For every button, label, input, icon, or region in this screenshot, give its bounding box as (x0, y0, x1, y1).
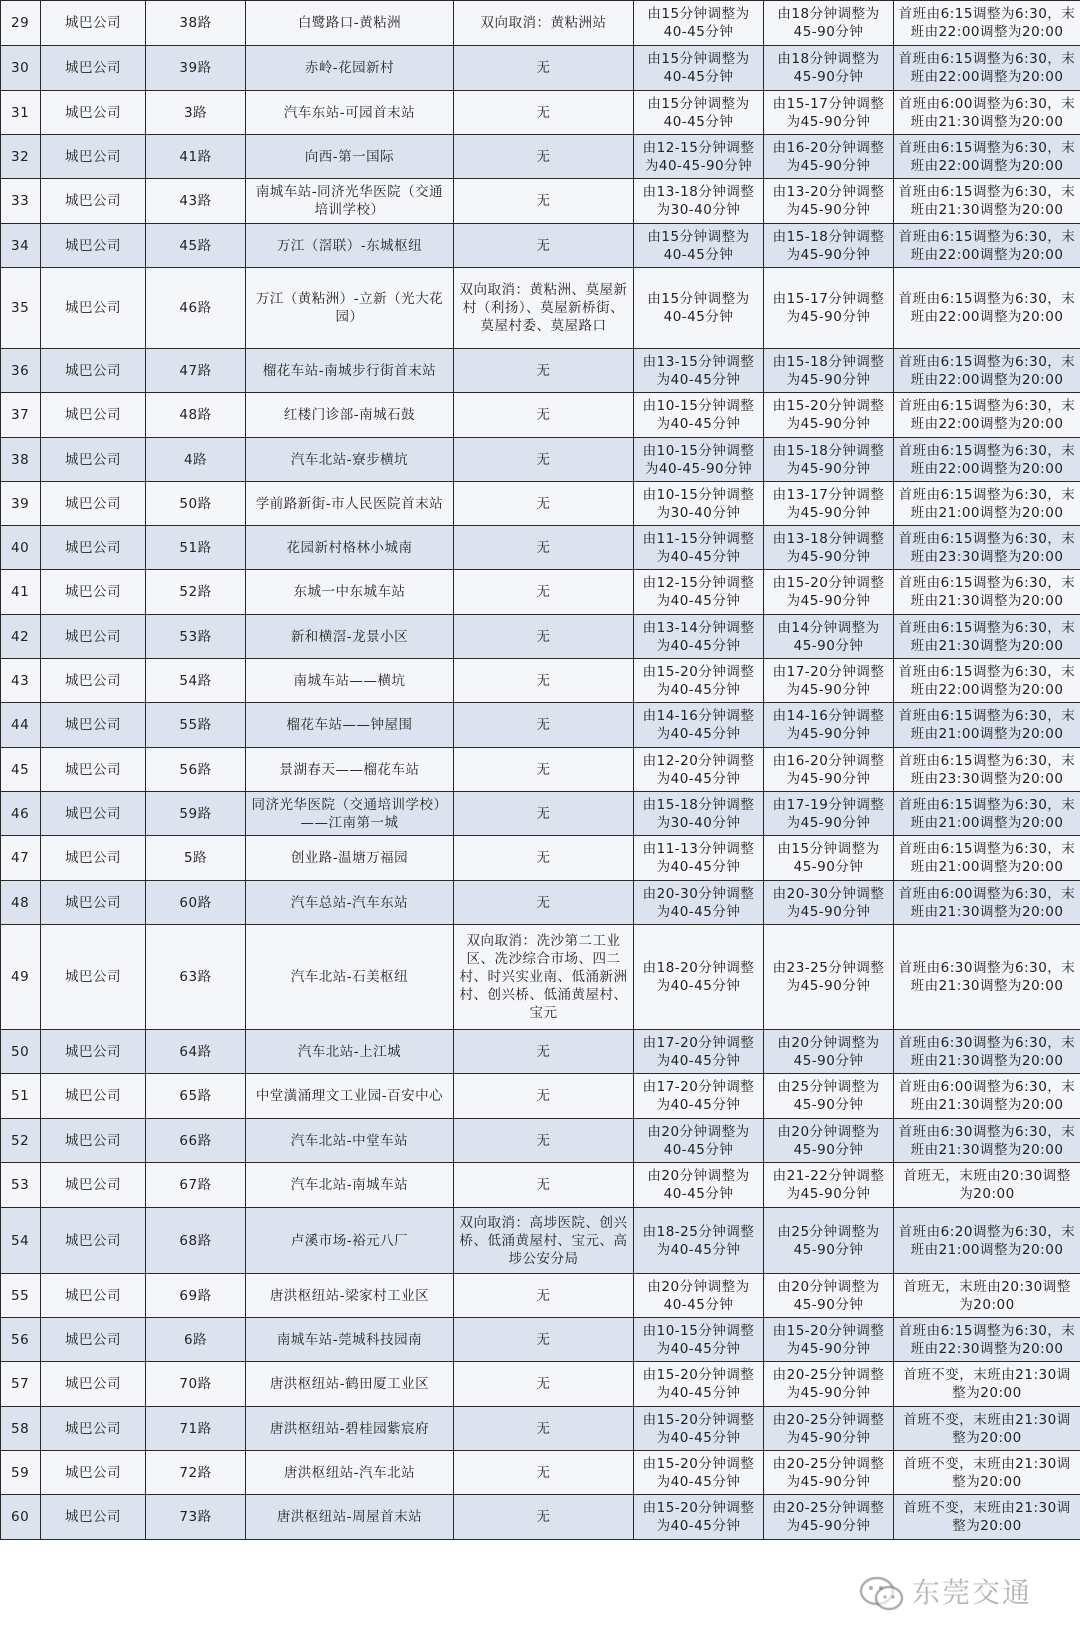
cell-route: 5路 (146, 836, 246, 881)
cell-company: 城巴公司 (41, 349, 146, 393)
table-row (1, 526, 1080, 570)
cell-number: 52 (1, 1119, 41, 1163)
cell-line: 汽车北站-上江城 (246, 1030, 454, 1074)
table-row (1, 438, 1080, 482)
cell-number: 46 (1, 792, 41, 836)
cell-number: 51 (1, 1074, 41, 1119)
table-row (1, 1119, 1080, 1163)
cell-number: 38 (1, 438, 41, 482)
cell-line: 学前路新街-市人民医院首末站 (246, 482, 454, 526)
cell-offpeak-interval: 由18分钟调整为45-90分钟 (764, 46, 894, 91)
cell-first-last-bus: 首班由6:15调整为6:30，末班由22:00调整为20:00 (894, 349, 1080, 393)
watermark-text: 东莞交通 (912, 1576, 1033, 1609)
table-row (1, 1362, 1080, 1407)
cell-peak-interval: 由15分钟调整为40-45分钟 (634, 91, 764, 135)
wechat-icon (858, 1575, 906, 1613)
cell-company: 城巴公司 (41, 1074, 146, 1119)
table-row (1, 1274, 1080, 1318)
cell-company: 城巴公司 (41, 526, 146, 570)
cell-offpeak-interval: 由15-18分钟调整为45-90分钟 (764, 224, 894, 268)
cell-peak-interval: 由10-15分钟调整为40-45-90分钟 (634, 438, 764, 482)
cell-peak-interval: 由12-20分钟调整为40-45分钟 (634, 748, 764, 792)
cell-peak-interval: 由11-15分钟调整为40-45分钟 (634, 526, 764, 570)
cell-offpeak-interval: 由15-20分钟调整为45-90分钟 (764, 570, 894, 615)
table-row (1, 46, 1080, 91)
cell-peak-interval: 由15-18分钟调整为30-40分钟 (634, 792, 764, 836)
cell-number: 44 (1, 703, 41, 748)
cell-offpeak-interval: 由20-25分钟调整为45-90分钟 (764, 1407, 894, 1451)
cell-offpeak-interval: 由20-25分钟调整为45-90分钟 (764, 1362, 894, 1407)
cell-peak-interval: 由15分钟调整为40-45分钟 (634, 1, 764, 46)
cell-route: 59路 (146, 792, 246, 836)
cell-number: 37 (1, 393, 41, 438)
table-row (1, 268, 1080, 349)
cell-route: 60路 (146, 881, 246, 925)
cell-line: 唐洪枢纽站-汽车北站 (246, 1451, 454, 1495)
table-row (1, 1074, 1080, 1119)
cell-offpeak-interval: 由17-19分钟调整为45-90分钟 (764, 792, 894, 836)
cell-route: 54路 (146, 659, 246, 703)
cell-cancelled-stops: 无 (454, 135, 634, 179)
table-row (1, 1030, 1080, 1074)
cell-number: 54 (1, 1208, 41, 1274)
cell-company: 城巴公司 (41, 748, 146, 792)
cell-number: 41 (1, 570, 41, 615)
cell-company: 城巴公司 (41, 1, 146, 46)
cell-line: 榴花车站——钟屋围 (246, 703, 454, 748)
cell-cancelled-stops: 无 (454, 792, 634, 836)
cell-line: 东城一中东城车站 (246, 570, 454, 615)
cell-peak-interval: 由10-15分钟调整为40-45分钟 (634, 393, 764, 438)
cell-peak-interval: 由14-16分钟调整为40-45分钟 (634, 703, 764, 748)
cell-first-last-bus: 首班由6:15调整为6:30，末班由21:00调整为20:00 (894, 836, 1080, 881)
cell-company: 城巴公司 (41, 91, 146, 135)
cell-first-last-bus: 首班由6:00调整为6:30，末班由21:30调整为20:00 (894, 91, 1080, 135)
cell-peak-interval: 由15-20分钟调整为40-45分钟 (634, 1495, 764, 1540)
cell-number: 57 (1, 1362, 41, 1407)
cell-number: 60 (1, 1495, 41, 1540)
cell-line: 汽车北站-中堂车站 (246, 1119, 454, 1163)
cell-line: 同济光华医院（交通培训学校）——江南第一城 (246, 792, 454, 836)
cell-peak-interval: 由17-20分钟调整为40-45分钟 (634, 1074, 764, 1119)
cell-line: 南城车站——横坑 (246, 659, 454, 703)
cell-number: 58 (1, 1407, 41, 1451)
cell-route: 66路 (146, 1119, 246, 1163)
cell-number: 59 (1, 1451, 41, 1495)
cell-line: 红楼门诊部-南城石鼓 (246, 393, 454, 438)
cell-line: 景湖春天——榴花车站 (246, 748, 454, 792)
cell-line: 花园新村格林小城南 (246, 526, 454, 570)
cell-company: 城巴公司 (41, 1451, 146, 1495)
cell-cancelled-stops: 无 (454, 1163, 634, 1208)
table-row (1, 792, 1080, 836)
table-row (1, 881, 1080, 925)
table-body (1, 1, 1080, 1540)
cell-line: 赤岭-花园新村 (246, 46, 454, 91)
table-row (1, 1163, 1080, 1208)
cell-route: 63路 (146, 925, 246, 1030)
table-row (1, 659, 1080, 703)
cell-company: 城巴公司 (41, 1030, 146, 1074)
cell-peak-interval: 由15-20分钟调整为40-45分钟 (634, 1362, 764, 1407)
cell-company: 城巴公司 (41, 179, 146, 224)
cell-peak-interval: 由13-14分钟调整为40-45分钟 (634, 615, 764, 659)
cell-route: 46路 (146, 268, 246, 349)
cell-company: 城巴公司 (41, 659, 146, 703)
cell-line: 唐洪枢纽站-碧桂园紫宸府 (246, 1407, 454, 1451)
cell-number: 55 (1, 1274, 41, 1318)
cell-cancelled-stops: 无 (454, 836, 634, 881)
cell-company: 城巴公司 (41, 1274, 146, 1318)
cell-first-last-bus: 首班由6:15调整为6:30，末班由21:00调整为20:00 (894, 792, 1080, 836)
cell-number: 42 (1, 615, 41, 659)
cell-offpeak-interval: 由15-20分钟调整为45-90分钟 (764, 393, 894, 438)
cell-line: 唐洪枢纽站-梁家村工业区 (246, 1274, 454, 1318)
table-row (1, 1318, 1080, 1362)
cell-company: 城巴公司 (41, 1362, 146, 1407)
cell-peak-interval: 由15分钟调整为40-45分钟 (634, 46, 764, 91)
table-row (1, 1, 1080, 46)
table-row (1, 1208, 1080, 1274)
cell-cancelled-stops: 无 (454, 1030, 634, 1074)
cell-offpeak-interval: 由15-17分钟调整为45-90分钟 (764, 268, 894, 349)
cell-cancelled-stops: 无 (454, 1451, 634, 1495)
cell-company: 城巴公司 (41, 1163, 146, 1208)
cell-number: 39 (1, 482, 41, 526)
cell-number: 34 (1, 224, 41, 268)
cell-cancelled-stops: 无 (454, 91, 634, 135)
cell-cancelled-stops: 无 (454, 1274, 634, 1318)
cell-peak-interval: 由10-15分钟调整为30-40分钟 (634, 482, 764, 526)
cell-cancelled-stops: 双向取消：黄粘洲站 (454, 1, 634, 46)
cell-route: 39路 (146, 46, 246, 91)
cell-first-last-bus: 首班由6:15调整为6:30，末班由21:30调整为20:00 (894, 179, 1080, 224)
cell-route: 48路 (146, 393, 246, 438)
cell-peak-interval: 由20分钟调整为40-45分钟 (634, 1119, 764, 1163)
cell-company: 城巴公司 (41, 1495, 146, 1540)
cell-cancelled-stops: 无 (454, 482, 634, 526)
cell-company: 城巴公司 (41, 1318, 146, 1362)
cell-route: 73路 (146, 1495, 246, 1540)
cell-company: 城巴公司 (41, 1407, 146, 1451)
cell-first-last-bus: 首班由6:15调整为6:30，末班由22:00调整为20:00 (894, 393, 1080, 438)
cell-cancelled-stops: 无 (454, 1407, 634, 1451)
cell-cancelled-stops: 无 (454, 748, 634, 792)
cell-cancelled-stops: 无 (454, 659, 634, 703)
cell-offpeak-interval: 由21-22分钟调整为45-90分钟 (764, 1163, 894, 1208)
cell-line: 万江（黄粘洲）-立新（光大花园） (246, 268, 454, 349)
cell-number: 29 (1, 1, 41, 46)
cell-line: 卢溪市场-裕元八厂 (246, 1208, 454, 1274)
cell-company: 城巴公司 (41, 1119, 146, 1163)
cell-first-last-bus: 首班由6:15调整为6:30，末班由21:30调整为20:00 (894, 615, 1080, 659)
cell-number: 32 (1, 135, 41, 179)
cell-offpeak-interval: 由15分钟调整为45-90分钟 (764, 836, 894, 881)
cell-route: 47路 (146, 349, 246, 393)
cell-line: 汽车总站-汽车东站 (246, 881, 454, 925)
cell-cancelled-stops: 无 (454, 1362, 634, 1407)
cell-number: 40 (1, 526, 41, 570)
cell-cancelled-stops: 无 (454, 881, 634, 925)
cell-offpeak-interval: 由20-25分钟调整为45-90分钟 (764, 1495, 894, 1540)
cell-peak-interval: 由11-13分钟调整为40-45分钟 (634, 836, 764, 881)
cell-first-last-bus: 首班由6:15调整为6:30，末班由21:00调整为20:00 (894, 703, 1080, 748)
cell-route: 67路 (146, 1163, 246, 1208)
cell-company: 城巴公司 (41, 224, 146, 268)
cell-peak-interval: 由13-18分钟调整为30-40分钟 (634, 179, 764, 224)
table-row (1, 925, 1080, 1030)
cell-peak-interval: 由20分钟调整为40-45分钟 (634, 1274, 764, 1318)
cell-first-last-bus: 首班不变，末班由21:30调整为20:00 (894, 1451, 1080, 1495)
cell-offpeak-interval: 由20分钟调整为45-90分钟 (764, 1030, 894, 1074)
cell-peak-interval: 由15-20分钟调整为40-45分钟 (634, 659, 764, 703)
cell-first-last-bus: 首班由6:15调整为6:30，末班由22:00调整为20:00 (894, 135, 1080, 179)
cell-offpeak-interval: 由23-25分钟调整为45-90分钟 (764, 925, 894, 1030)
cell-company: 城巴公司 (41, 570, 146, 615)
cell-offpeak-interval: 由17-20分钟调整为45-90分钟 (764, 659, 894, 703)
cell-route: 43路 (146, 179, 246, 224)
cell-peak-interval: 由20-30分钟调整为40-45分钟 (634, 881, 764, 925)
cell-peak-interval: 由18-20分钟调整为40-45分钟 (634, 925, 764, 1030)
cell-cancelled-stops: 双向取消：高埗医院、创兴桥、低涌黄屋村、宝元、高埗公安分局 (454, 1208, 634, 1274)
cell-line: 唐洪枢纽站-周屋首末站 (246, 1495, 454, 1540)
cell-route: 65路 (146, 1074, 246, 1119)
cell-offpeak-interval: 由13-20分钟调整为45-90分钟 (764, 179, 894, 224)
cell-cancelled-stops: 无 (454, 570, 634, 615)
cell-line: 创业路-温塘万福园 (246, 836, 454, 881)
cell-number: 43 (1, 659, 41, 703)
cell-first-last-bus: 首班不变，末班由21:30调整为20:00 (894, 1407, 1080, 1451)
table-row (1, 1451, 1080, 1495)
cell-number: 31 (1, 91, 41, 135)
cell-route: 38路 (146, 1, 246, 46)
table-row (1, 570, 1080, 615)
cell-first-last-bus: 首班由6:00调整为6:30，末班由21:30调整为20:00 (894, 1074, 1080, 1119)
cell-cancelled-stops: 无 (454, 526, 634, 570)
cell-peak-interval: 由15-20分钟调整为40-45分钟 (634, 1407, 764, 1451)
cell-line: 汽车北站-南城车站 (246, 1163, 454, 1208)
cell-peak-interval: 由13-15分钟调整为40-45分钟 (634, 349, 764, 393)
cell-peak-interval: 由12-15分钟调整为40-45-90分钟 (634, 135, 764, 179)
cell-company: 城巴公司 (41, 836, 146, 881)
cell-first-last-bus: 首班由6:15调整为6:30，末班由22:00调整为20:00 (894, 268, 1080, 349)
cell-route: 45路 (146, 224, 246, 268)
cell-route: 69路 (146, 1274, 246, 1318)
table-row (1, 393, 1080, 438)
cell-company: 城巴公司 (41, 268, 146, 349)
cell-company: 城巴公司 (41, 482, 146, 526)
cell-number: 48 (1, 881, 41, 925)
cell-first-last-bus: 首班由6:15调整为6:30，末班由22:00调整为20:00 (894, 659, 1080, 703)
cell-first-last-bus: 首班由6:00调整为6:30，末班由21:30调整为20:00 (894, 881, 1080, 925)
cell-cancelled-stops: 无 (454, 1495, 634, 1540)
cell-line: 榴花车站-南城步行街首末站 (246, 349, 454, 393)
cell-offpeak-interval: 由15-17分钟调整为45-90分钟 (764, 91, 894, 135)
table-row (1, 1495, 1080, 1540)
cell-first-last-bus: 首班由6:15调整为6:30，末班由23:30调整为20:00 (894, 748, 1080, 792)
table-row (1, 224, 1080, 268)
cell-first-last-bus: 首班由6:15调整为6:30，末班由22:00调整为20:00 (894, 1, 1080, 46)
cell-first-last-bus: 首班无，末班由20:30调整为20:00 (894, 1274, 1080, 1318)
watermark (858, 1569, 1068, 1619)
cell-number: 56 (1, 1318, 41, 1362)
cell-offpeak-interval: 由15-18分钟调整为45-90分钟 (764, 438, 894, 482)
cell-offpeak-interval: 由15-20分钟调整为45-90分钟 (764, 1318, 894, 1362)
cell-offpeak-interval: 由25分钟调整为45-90分钟 (764, 1208, 894, 1274)
cell-peak-interval: 由15-20分钟调整为40-45分钟 (634, 1451, 764, 1495)
cell-line: 万江（滘联）-东城枢纽 (246, 224, 454, 268)
cell-number: 36 (1, 349, 41, 393)
cell-line: 南城车站-同济光华医院（交通培训学校） (246, 179, 454, 224)
cell-route: 56路 (146, 748, 246, 792)
cell-offpeak-interval: 由15-18分钟调整为45-90分钟 (764, 349, 894, 393)
cell-route: 50路 (146, 482, 246, 526)
cell-first-last-bus: 首班由6:15调整为6:30，末班由22:00调整为20:00 (894, 438, 1080, 482)
cell-route: 64路 (146, 1030, 246, 1074)
cell-peak-interval: 由17-20分钟调整为40-45分钟 (634, 1030, 764, 1074)
cell-line: 南城车站-莞城科技园南 (246, 1318, 454, 1362)
cell-first-last-bus: 首班无，末班由20:30调整为20:00 (894, 1163, 1080, 1208)
cell-cancelled-stops: 无 (454, 1074, 634, 1119)
cell-company: 城巴公司 (41, 925, 146, 1030)
cell-cancelled-stops: 无 (454, 349, 634, 393)
cell-route: 41路 (146, 135, 246, 179)
cell-peak-interval: 由20分钟调整为40-45分钟 (634, 1163, 764, 1208)
cell-line: 唐洪枢纽站-鹤田厦工业区 (246, 1362, 454, 1407)
cell-company: 城巴公司 (41, 438, 146, 482)
table-row (1, 135, 1080, 179)
cell-number: 47 (1, 836, 41, 881)
cell-number: 45 (1, 748, 41, 792)
cell-offpeak-interval: 由13-18分钟调整为45-90分钟 (764, 526, 894, 570)
cell-number: 49 (1, 925, 41, 1030)
cell-first-last-bus: 首班由6:30调整为6:30，末班由21:30调整为20:00 (894, 1119, 1080, 1163)
table-row (1, 91, 1080, 135)
table-row (1, 179, 1080, 224)
cell-route: 55路 (146, 703, 246, 748)
cell-peak-interval: 由12-15分钟调整为40-45分钟 (634, 570, 764, 615)
cell-first-last-bus: 首班不变，末班由21:30调整为20:00 (894, 1495, 1080, 1540)
cell-cancelled-stops: 无 (454, 46, 634, 91)
cell-cancelled-stops: 双向取消：冼沙第二工业区、冼沙综合市场、四二村、时兴实业南、低涌新洲村、创兴桥、低涌黄屋村、宝元 (454, 925, 634, 1030)
cell-first-last-bus: 首班由6:15调整为6:30，末班由22:00调整为20:00 (894, 46, 1080, 91)
table-row (1, 703, 1080, 748)
cell-number: 53 (1, 1163, 41, 1208)
cell-line: 汽车北站-寮步横坑 (246, 438, 454, 482)
table-row (1, 1407, 1080, 1451)
cell-route: 71路 (146, 1407, 246, 1451)
cell-number: 35 (1, 268, 41, 349)
cell-route: 4路 (146, 438, 246, 482)
cell-cancelled-stops: 无 (454, 1318, 634, 1362)
cell-offpeak-interval: 由16-20分钟调整为45-90分钟 (764, 748, 894, 792)
cell-company: 城巴公司 (41, 393, 146, 438)
cell-company: 城巴公司 (41, 615, 146, 659)
cell-line: 白鹭路口-黄粘洲 (246, 1, 454, 46)
cell-route: 3路 (146, 91, 246, 135)
cell-offpeak-interval: 由14-16分钟调整为45-90分钟 (764, 703, 894, 748)
cell-offpeak-interval: 由20-25分钟调整为45-90分钟 (764, 1451, 894, 1495)
cell-offpeak-interval: 由13-17分钟调整为45-90分钟 (764, 482, 894, 526)
cell-first-last-bus: 首班由6:30调整为6:30，末班由21:30调整为20:00 (894, 925, 1080, 1030)
cell-peak-interval: 由18-25分钟调整为40-45分钟 (634, 1208, 764, 1274)
cell-route: 72路 (146, 1451, 246, 1495)
cell-company: 城巴公司 (41, 46, 146, 91)
cell-offpeak-interval: 由18分钟调整为45-90分钟 (764, 1, 894, 46)
cell-route: 6路 (146, 1318, 246, 1362)
cell-offpeak-interval: 由20分钟调整为45-90分钟 (764, 1119, 894, 1163)
cell-peak-interval: 由10-15分钟调整为40-45分钟 (634, 1318, 764, 1362)
cell-number: 50 (1, 1030, 41, 1074)
cell-route: 68路 (146, 1208, 246, 1274)
cell-cancelled-stops: 无 (454, 703, 634, 748)
cell-company: 城巴公司 (41, 792, 146, 836)
table-row (1, 748, 1080, 792)
cell-offpeak-interval: 由25分钟调整为45-90分钟 (764, 1074, 894, 1119)
cell-cancelled-stops: 无 (454, 224, 634, 268)
cell-first-last-bus: 首班由6:30调整为6:30，末班由21:30调整为20:00 (894, 1030, 1080, 1074)
cell-line: 汽车北站-石美枢纽 (246, 925, 454, 1030)
cell-cancelled-stops: 无 (454, 615, 634, 659)
cell-cancelled-stops: 无 (454, 438, 634, 482)
cell-line: 中堂潢涌理文工业园-百安中心 (246, 1074, 454, 1119)
cell-offpeak-interval: 由20分钟调整为45-90分钟 (764, 1274, 894, 1318)
cell-route: 53路 (146, 615, 246, 659)
cell-first-last-bus: 首班不变，末班由21:30调整为20:00 (894, 1362, 1080, 1407)
cell-cancelled-stops: 无 (454, 179, 634, 224)
cell-cancelled-stops: 双向取消：黄粘洲、莫屋新村（利扬）、莫屋新桥街、莫屋村委、莫屋路口 (454, 268, 634, 349)
table-row (1, 836, 1080, 881)
cell-peak-interval: 由15分钟调整为40-45分钟 (634, 268, 764, 349)
cell-offpeak-interval: 由14分钟调整为45-90分钟 (764, 615, 894, 659)
cell-line: 新和横滘-龙景小区 (246, 615, 454, 659)
cell-offpeak-interval: 由16-20分钟调整为45-90分钟 (764, 135, 894, 179)
cell-cancelled-stops: 无 (454, 1119, 634, 1163)
cell-company: 城巴公司 (41, 1208, 146, 1274)
cell-company: 城巴公司 (41, 703, 146, 748)
cell-line: 向西-第一国际 (246, 135, 454, 179)
cell-first-last-bus: 首班由6:15调整为6:30，末班由23:30调整为20:00 (894, 526, 1080, 570)
cell-route: 52路 (146, 570, 246, 615)
cell-first-last-bus: 首班由6:15调整为6:30，末班由22:00调整为20:00 (894, 224, 1080, 268)
cell-first-last-bus: 首班由6:15调整为6:30，末班由22:30调整为20:00 (894, 1318, 1080, 1362)
cell-company: 城巴公司 (41, 135, 146, 179)
cell-first-last-bus: 首班由6:20调整为6:30，末班由21:00调整为20:00 (894, 1208, 1080, 1274)
table-row (1, 615, 1080, 659)
cell-route: 70路 (146, 1362, 246, 1407)
cell-route: 51路 (146, 526, 246, 570)
cell-company: 城巴公司 (41, 881, 146, 925)
cell-number: 30 (1, 46, 41, 91)
cell-first-last-bus: 首班由6:15调整为6:30，末班由21:30调整为20:00 (894, 570, 1080, 615)
cell-offpeak-interval: 由20-30分钟调整为45-90分钟 (764, 881, 894, 925)
cell-peak-interval: 由15分钟调整为40-45分钟 (634, 224, 764, 268)
cell-line: 汽车东站-可园首末站 (246, 91, 454, 135)
table-row (1, 349, 1080, 393)
cell-cancelled-stops: 无 (454, 393, 634, 438)
cell-number: 33 (1, 179, 41, 224)
cell-first-last-bus: 首班由6:15调整为6:30，末班由21:00调整为20:00 (894, 482, 1080, 526)
table-row (1, 482, 1080, 526)
